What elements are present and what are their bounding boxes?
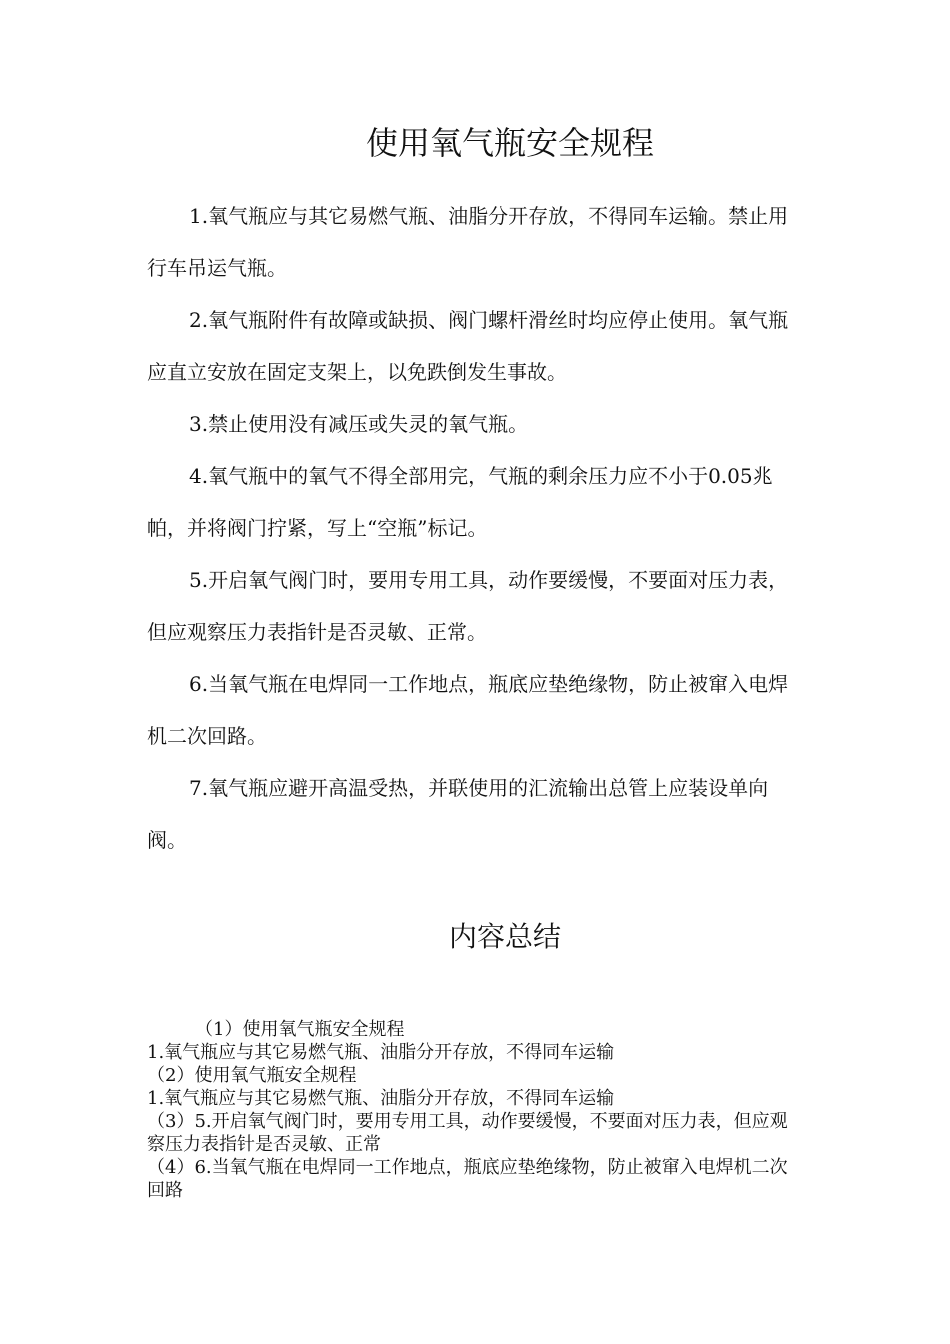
summary-item-4: 1.氧气瓶应与其它易燃气瓶、油脂分开存放，不得同车运输	[147, 1088, 615, 1109]
document-title: 使用氧气瓶安全规程	[365, 124, 654, 162]
rule-6: 6.当氧气瓶在电焊同一工作地点，瓶底应垫绝缘物，防止被窜入电焊机二次回路。	[147, 672, 789, 748]
summary-item-6: （4）6.当氧气瓶在电焊同一工作地点，瓶底应垫绝缘物，防止被窜入电焊机二次回路	[147, 1157, 788, 1201]
summary-list	[147, 1018, 802, 1202]
summary-item-2: 1.氧气瓶应与其它易燃气瓶、油脂分开存放，不得同车运输	[147, 1042, 615, 1063]
rule-4: 4.氧气瓶中的氧气不得全部用完，气瓶的剩余压力应不小于0.05兆帕，并将阀门拧紧，写上“空瓶”标记。	[147, 464, 773, 540]
rule-1: 1.氧气瓶应与其它易燃气瓶、油脂分开存放，不得同车运输。禁止用行车吊运气瓶。	[147, 204, 789, 280]
rule-3: 3.禁止使用没有减压或失灵的氧气瓶。	[189, 412, 529, 436]
summary-item-1: （1）使用氧气瓶安全规程	[195, 1019, 405, 1040]
rule-7: 7.氧气瓶应避开高温受热，并联使用的汇流输出总管上应装设单向阀。	[147, 776, 769, 852]
rule-5: 5.开启氧气阀门时，要用专用工具，动作要缓慢，不要面对压力表，但应观察压力表指针是否灵敏、正常。	[147, 568, 789, 644]
rules-list	[147, 190, 797, 866]
summary-item-5: （3）5.开启氧气阀门时，要用专用工具，动作要缓慢，不要面对压力表，但应观察压力表指针是否灵敏、正常	[147, 1111, 788, 1155]
rule-2: 2.氧气瓶附件有故障或缺损、阀门螺杆滑丝时均应停止使用。氧气瓶应直立安放在固定支架上，以免跌倒发生事故。	[147, 308, 789, 384]
summary-title: 内容总结	[448, 920, 561, 953]
summary-item-3: （2）使用氧气瓶安全规程	[147, 1065, 357, 1086]
